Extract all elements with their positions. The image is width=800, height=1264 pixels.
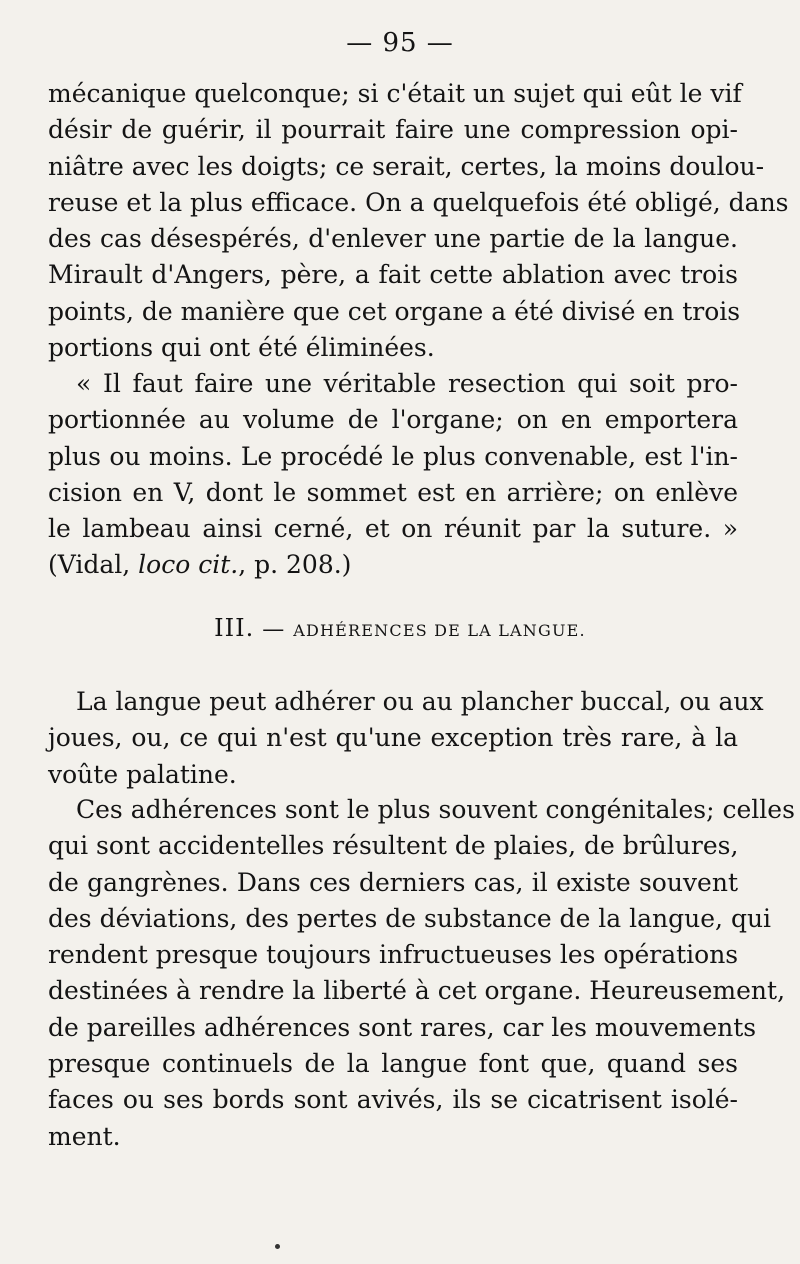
section-heading xyxy=(0,614,800,642)
text-line: reuse et la plus efficace. On a quelquefois été obligé, dans xyxy=(48,187,789,217)
text-line: rendent presque toujours infructueuses les opérations xyxy=(48,940,739,970)
text-line: Mirault d'Angers, père, a fait cette ablation avec trois xyxy=(48,260,738,290)
quote-vidal xyxy=(48,366,738,584)
text-line: portionnée au volume de l'organe; on en emportera xyxy=(48,405,738,435)
text-line: des déviations, des pertes de substance de la langue, qui xyxy=(48,903,772,933)
paragraph-mirault xyxy=(48,76,789,366)
citation-close: , p. 208.) xyxy=(238,550,352,580)
text-line: voûte palatine. xyxy=(48,759,237,789)
text-line: désir de guérir, il pourrait faire une compression opi- xyxy=(48,115,738,145)
text-line: mécanique quelconque; si c'était un sujet qui eût le vif xyxy=(48,79,742,108)
text-line: de pareilles adhérences sont rares, car les mouvements xyxy=(48,1012,757,1042)
text-line: de gangrènes. Dans ces derniers cas, il existe souvent xyxy=(48,867,738,897)
text-line: des cas désespérés, d'enlever une partie de la langue. xyxy=(48,224,738,254)
text-line: niâtre avec les doigts; ce serait, certes, la moins doulou- xyxy=(48,151,765,181)
paragraph-adherence xyxy=(48,684,764,793)
text-line: Ces adhérences sont le plus souvent congénitales; celles xyxy=(76,795,795,824)
text-line: « Il faut faire une véritable resection qui soit pro- xyxy=(76,369,738,398)
citation-italic: loco cit. xyxy=(138,550,239,580)
page-number: — 95 — xyxy=(346,28,454,58)
text-line: cision en V, dont le sommet est en arrière; on enlève xyxy=(48,477,738,507)
text-line: faces ou ses bords sont avivés, ils se cicatrisent isolé- xyxy=(48,1085,738,1115)
text-line: qui sont accidentelles résultent de plaies, de brûlures, xyxy=(48,831,739,861)
section-title: ADHÉRENCES DE LA LANGUE. xyxy=(293,621,586,640)
paragraph-congenital xyxy=(48,792,795,1155)
citation xyxy=(48,547,738,583)
text-line: destinées à rendre la liberté à cet organe. Heureusement, xyxy=(48,976,786,1006)
section-number: III. xyxy=(214,614,255,642)
ink-speck xyxy=(275,1244,280,1249)
text-line: portions qui ont été éliminées. xyxy=(48,333,435,363)
section-dash: — xyxy=(254,617,294,642)
text-line: La langue peut adhérer ou au plancher buccal, ou aux xyxy=(76,687,764,716)
text-line: points, de manière que cet organe a été divisé en trois xyxy=(48,296,741,326)
text-line: le lambeau ainsi cerné, et on réunit par la suture. » xyxy=(48,514,738,544)
text-line: presque continuels de la langue font que, quand ses xyxy=(48,1049,738,1079)
text-line: ment. xyxy=(48,1121,121,1151)
text-line: joues, ou, ce qui n'est qu'une exception très rare, à la xyxy=(48,723,738,753)
text-line: plus ou moins. Le procédé le plus convenable, est l'in- xyxy=(48,441,738,471)
citation-open: (Vidal, xyxy=(48,550,139,580)
